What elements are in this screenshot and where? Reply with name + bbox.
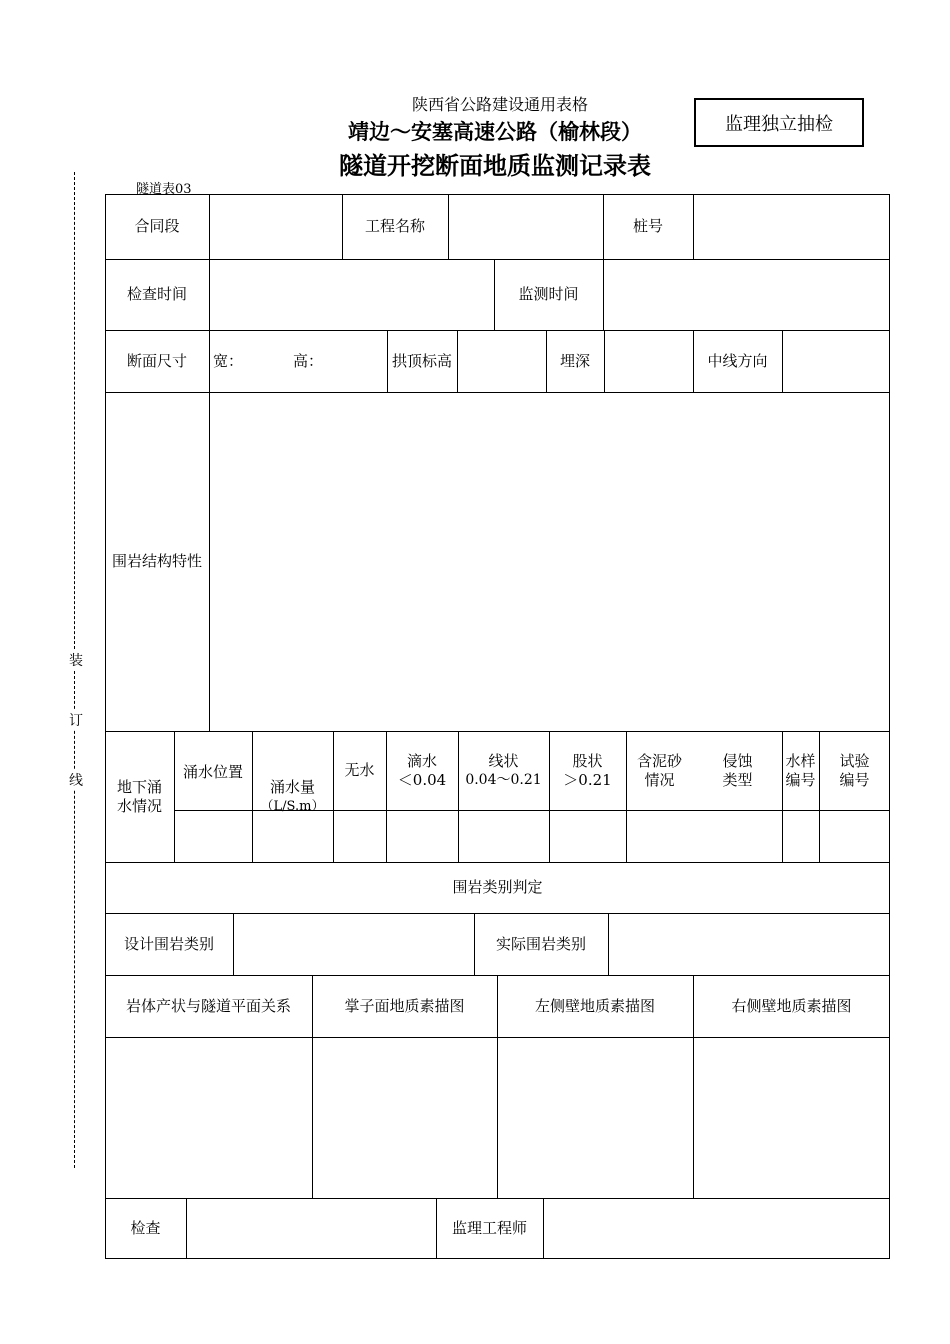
linear-text: 线状 [488, 751, 519, 770]
rock-structure-field[interactable] [209, 392, 890, 731]
monitoring-time-field[interactable] [603, 259, 890, 330]
erosion-type-label [693, 731, 782, 810]
form-subtitle: 陕西省公路建设通用表格 [411, 95, 588, 114]
supervising-engineer-label: 监理工程师 [451, 1219, 527, 1237]
water-sample-text-2: 编号 [785, 770, 816, 789]
right-wall-sketch-area[interactable] [693, 1037, 890, 1198]
mud-sand-label [626, 731, 693, 810]
drip-label [386, 731, 458, 810]
groundwater-label: 地下涌水情况 [116, 777, 162, 815]
erosion-text-2: 类型 [722, 770, 753, 789]
mud-sand-text-2: 情况 [644, 770, 675, 789]
water-sample-label [782, 731, 819, 810]
gush-position-label: 涌水位置 [182, 763, 243, 781]
actual-rock-class-label: 实际围岩类别 [495, 934, 586, 953]
check-signature-field[interactable] [186, 1198, 436, 1259]
burial-depth-label: 埋深 [559, 351, 590, 370]
gush-volume-text: 涌水量 [269, 777, 315, 796]
test-text-2: 编号 [839, 770, 870, 789]
stream-label [549, 731, 626, 810]
right-wall-sketch-label: 右侧壁地质素描图 [731, 996, 852, 1015]
actual-rock-class-field[interactable] [608, 913, 890, 975]
drip-range: ＜0.04 [397, 770, 447, 789]
linear-range: 0.04～0.21 [465, 771, 542, 788]
centerline-direction-field[interactable] [782, 330, 890, 392]
erosion-text-1: 侵蚀 [722, 751, 753, 770]
contract-section-label: 合同段 [134, 217, 180, 235]
left-wall-sketch-label: 左侧壁地质素描图 [534, 996, 655, 1015]
rock-attitude-label: 岩体产状与隧道平面关系 [125, 996, 291, 1015]
check-label: 检查 [130, 1219, 161, 1237]
inspection-time-field[interactable] [209, 259, 494, 330]
drip-text: 滴水 [406, 751, 437, 770]
stamp-label: 监理独立抽检 [725, 113, 833, 135]
gush-volume-label [252, 731, 333, 862]
width-label: 宽： [213, 351, 244, 370]
binding-line [74, 172, 75, 1168]
contract-section-field[interactable] [209, 194, 342, 259]
face-sketch-area[interactable] [312, 1037, 497, 1198]
project-title: 靖边～安塞高速公路（榆林段） [348, 120, 642, 144]
test-text-1: 试验 [839, 751, 870, 770]
mud-sand-text-1: 含泥砂 [636, 751, 682, 770]
burial-depth-field[interactable] [604, 330, 693, 392]
monitoring-time-label: 监测时间 [518, 285, 579, 303]
crown-elevation-label: 拱顶标高 [391, 351, 452, 370]
centerline-direction-label: 中线方向 [707, 351, 768, 370]
supervision-stamp [694, 98, 864, 147]
test-number-label [819, 731, 890, 810]
rock-class-judgment-heading: 围岩类别判定 [452, 878, 543, 896]
monitoring-form-table [105, 194, 890, 1259]
design-rock-class-label: 设计围岩类别 [123, 934, 214, 953]
linear-label [458, 731, 549, 810]
left-wall-sketch-area[interactable] [497, 1037, 693, 1198]
station-label: 桩号 [632, 217, 663, 235]
project-name-label: 工程名称 [364, 217, 425, 235]
face-sketch-label: 掌子面地质素描图 [344, 996, 465, 1015]
crown-elevation-field[interactable] [457, 330, 546, 392]
design-rock-class-field[interactable] [233, 913, 474, 975]
height-label: 高： [293, 351, 324, 370]
supervising-engineer-signature-field[interactable] [543, 1198, 890, 1259]
binding-char-3: 线 [62, 770, 90, 790]
binding-char-1: 装 [62, 650, 90, 670]
form-title: 隧道开挖断面地质监测记录表 [339, 152, 651, 180]
inspection-time-label: 检查时间 [126, 285, 187, 303]
stream-text: 股状 [572, 751, 603, 770]
water-sample-text-1: 水样 [785, 751, 816, 770]
gush-volume-unit: （L/S.m） [260, 798, 325, 814]
stream-range: ＞0.21 [563, 770, 612, 789]
project-name-field[interactable] [448, 194, 603, 259]
rock-structure-label: 围岩结构特性 [111, 552, 202, 570]
binding-char-2: 订 [62, 710, 90, 730]
no-water-label: 无水 [344, 761, 375, 779]
rock-attitude-sketch-area[interactable] [105, 1037, 312, 1198]
section-size-label: 断面尺寸 [126, 351, 187, 370]
form-number: 隧道表03 [136, 182, 192, 197]
gush-position-field[interactable] [174, 810, 252, 862]
station-field[interactable] [693, 194, 890, 259]
